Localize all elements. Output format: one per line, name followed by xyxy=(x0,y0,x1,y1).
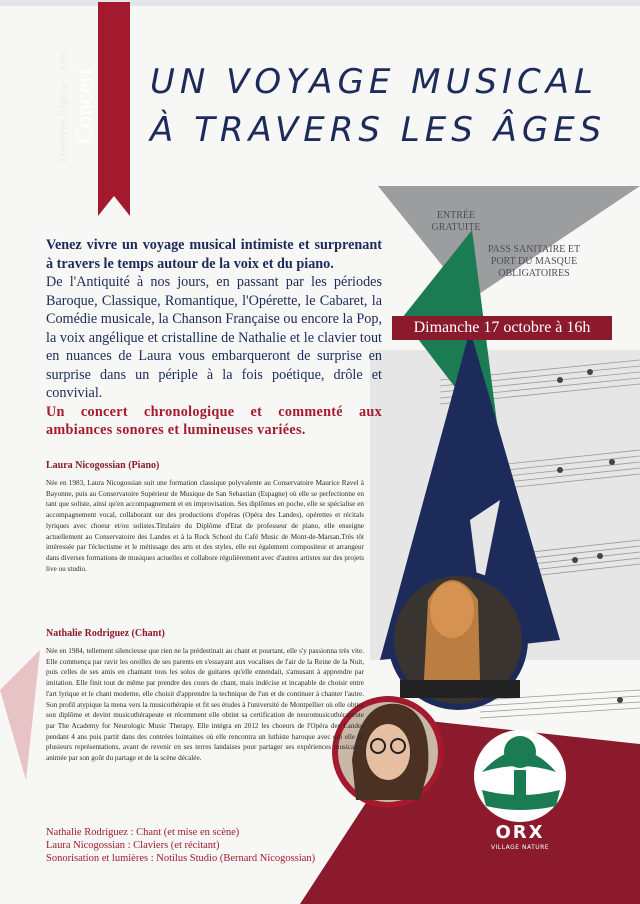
intro-body: De l'Antiquité à nos jours, en passant par les périodes Baroque, Classique, Romantique, l'Opérette, le Cabaret, la Comédie musicale, la Chanson Française ou encore la Pop, la voix angélique et cristalline de Nathalie et le clavier tout en nuances de Laura vous embarqueront de surprise en surprise dans un périple à la fois poétique, drôle et convivial. xyxy=(46,274,382,401)
ribbon-text xyxy=(56,6,96,206)
title-line-1: UN VOYAGE MUSICAL xyxy=(150,62,598,102)
orx-logo-subtitle: VILLAGE NATURE xyxy=(490,844,550,851)
concert-ribbon xyxy=(98,2,130,216)
nathalie-heading: Nathalie Rodriguez (Chant) xyxy=(46,628,165,639)
title-line-2: À TRAVERS LES ÂGES xyxy=(150,110,607,150)
sanitary-pass-notice xyxy=(474,244,594,280)
ribbon-concert: Concert xyxy=(72,68,98,144)
entry-line-1: ENTRÉE xyxy=(436,210,476,221)
laura-heading: Laura Nicogossian (Piano) xyxy=(46,460,160,471)
nathalie-bio: Née en 1984, tellement silencieuse que rien ne la prédestinait au chant et pourtant, elle s'y passionna très vite. Elle commença par ravir les oreilles de ses parents en s'essayant aux vocalises de l'air de la Reine de la Nuit, puis celles de ses amis en chantant tous les solos de guitares qu'elle entendait, s'amusant à apprendre par imitation. Elle finit tout de même par prendre des cours de chant, mais indécise et incapable de choisir entre l'art lyrique et le chant moderne, elle choisit d'apprendre la technique de l'un et de continuer à chanter l'autre. Son profil atypique la mena vers la musicothérapie et fit ses études à l'université de Montpellier où elle obtint son diplôme et devint musicothérapeute et récemment elle obtint sa certification de neuromusicothérapeute par The Academy for Neurologic Music Therapy. Elle intégra en 2012 les choeurs de l'Opéra des Landes pendant 4 ans puis partit dans des contrées lointaines où elle rencontra un luthiste baroque avec qui elle fit plusieurs représentations, avant de revenir en ses terres landaises pour partager ses expériences musicales, animée par son goût du partage et de la scène décalée. xyxy=(46,647,364,763)
orx-logo-tower xyxy=(514,770,526,798)
laura-bio: Née en 1983, Laura Nicogossian suit une formation classique polyvalente au Conservatoire Maurice Ravel à Bayonne, puis au Conservatoire Supérieur de Musique de San Sebastian (Espagne) où elle se perfectionne en tant que soliste, ainsi qu'en accompagnement et en improvisation. Ses diplômes en poche, elle se spécialise en accompagnement vocal, collaborant sur des productions d'opéras (Opéra des Landes), opérettes et récitals lyriques avec choeur et/ou solistes.Titulaire du Diplôme d'Etat de professeur de piano, elle enseigne actuellement au Conservatoire des Landes et à la Rock School du Café Music de Mont-de-Marsan.Très tôt intéressée par l'éclectisme et le métissage des arts et des styles, elle est également compositeur et arrangeur dans diverses formations de musiques actuelles et collabore régulièrement avec d'autres artistes sur des projets live ou studio. xyxy=(46,479,364,573)
grey-triangle-top xyxy=(378,186,640,300)
pink-triangle-left xyxy=(0,650,40,780)
piano-keys xyxy=(400,680,520,698)
orx-logo-name: ORX xyxy=(495,822,545,843)
entry-free xyxy=(420,210,492,234)
pass-line-3: OBLIGATOIRES xyxy=(498,268,570,279)
credits xyxy=(46,826,315,865)
singer-face xyxy=(366,724,410,780)
intro-text xyxy=(46,236,382,440)
main-title xyxy=(150,58,606,154)
intro-accent: Un concert chronologique et commenté aux ambiances sonores et lumineuses variées. xyxy=(46,403,382,438)
date-banner: Dimanche 17 octobre à 16h xyxy=(392,316,612,340)
credit-line-1: Nathalie Rodriguez : Chant (et mise en scène) xyxy=(46,827,240,838)
pass-line-2: PORT DU MASQUE xyxy=(490,256,578,267)
ribbon-location: Derrière l'église - Orx xyxy=(56,50,70,163)
orx-logo-sun xyxy=(504,736,536,768)
intro-lead: Venez vivre un voyage musical intimiste et surprenant à travers le temps autour de la voix et du piano. xyxy=(46,237,382,272)
entry-line-2: GRATUITE xyxy=(431,222,481,233)
credit-line-3: Sonorisation et lumières : Notilus Studio (Bernard Nicogossian) xyxy=(46,853,316,864)
credit-line-2: Laura Nicogossian : Claviers (et récitant) xyxy=(46,840,220,851)
pass-line-1: PASS SANITAIRE ET xyxy=(487,244,581,255)
pianist-hair xyxy=(424,580,480,680)
